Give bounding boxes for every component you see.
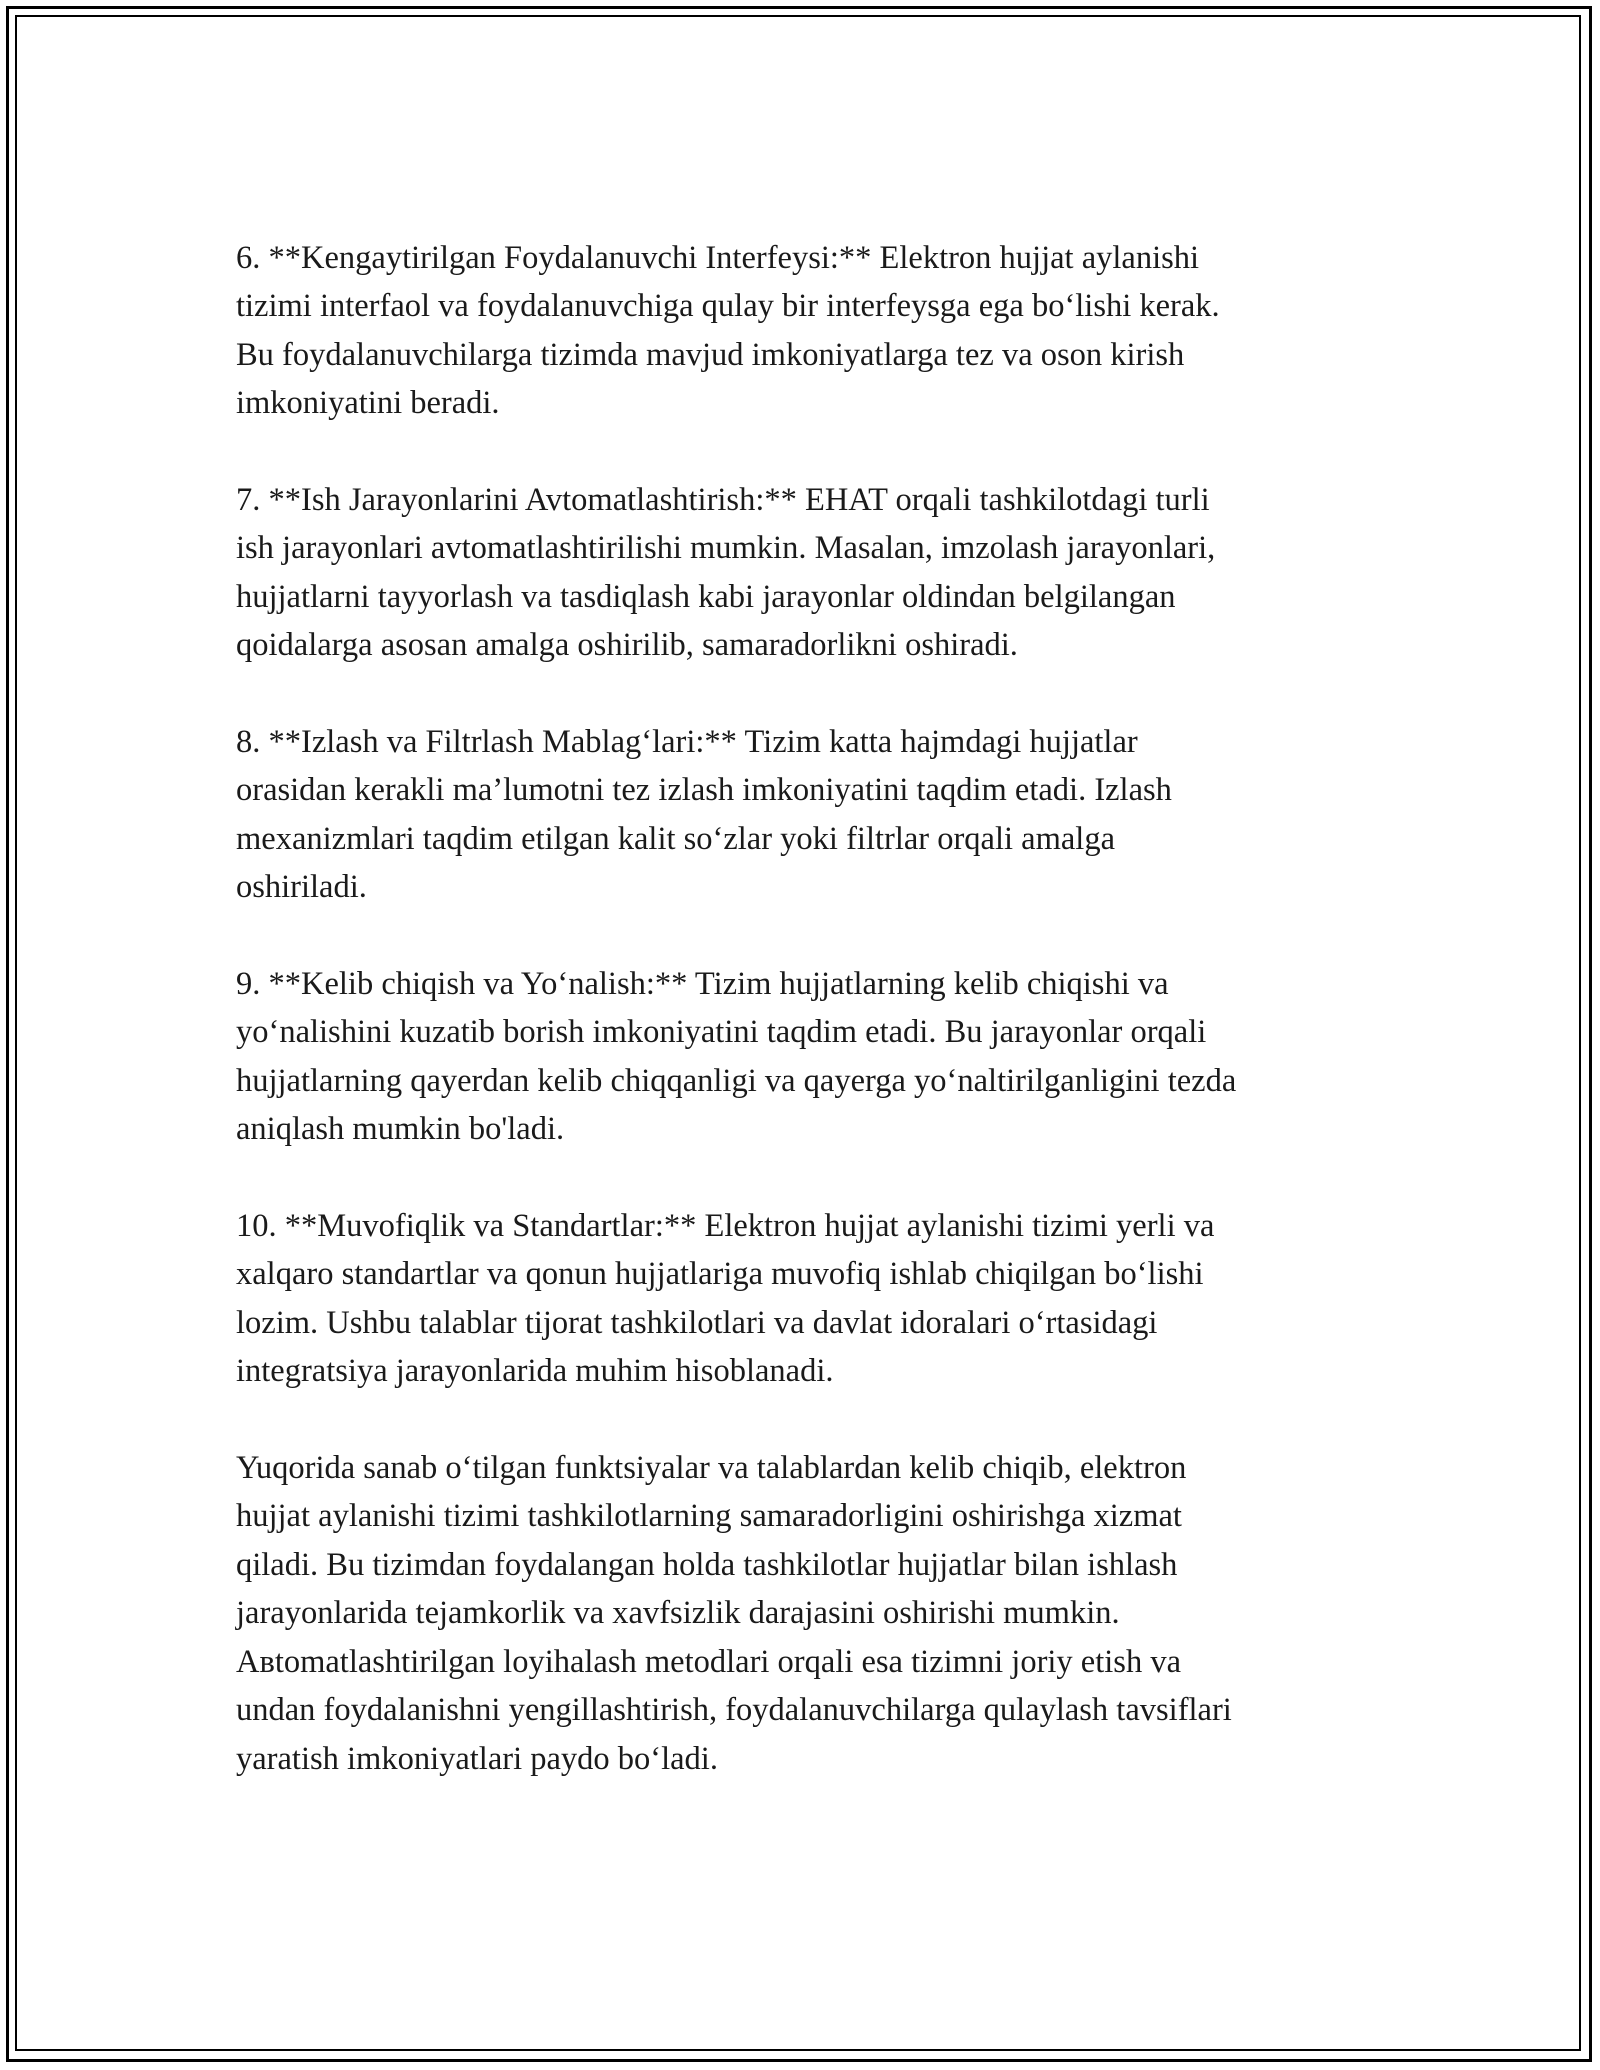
paragraph-item-8: 8. **Izlash va Filtrlash Mablag‘lari:** Tizim katta hajmdagi hujjatlar orasidan kerakli ma’lumotni tez izlash imkoniyatini taqdim etadi. Izlash mexanizmlari taqdim etilgan kalit so‘zlar yoki filtrlar orqali amalga oshiriladi.	[236, 724, 1172, 906]
paragraph-conclusion: Yuqorida sanab o‘tilgan funktsiyalar va talablardan kelib chiqib, elektron hujjat aylanishi tizimi tashkilotlarning samaradorligini oshirishga xizmat qiladi. Bu tizimdan foydalangan holda tashkilotlar hujjatlar bilan ishlash jarayonlarida tejamkorlik va xavfsizlik darajasini oshirishi mumkin. Aвtomatlashtirilgan loyihalash metodlari orqali esa tizimni joriy etish va undan foydalanishni yengillashtirish, foydalanuvchilarga qulaylash tavsiflari yaratish imkoniyatlari paydo bo‘ladi.	[236, 1450, 1232, 1777]
paragraph-item-10: 10. **Muvofiqlik va Standartlar:** Elektron hujjat aylanishi tizimi yerli va xalqaro standartlar va qonun hujjatlariga muvofiq ishlab chiqilgan bo‘lishi lozim. Ushbu talablar tijorat tashkilotlari va davlat idoralari o‘rtasidagi integratsiya jarayonlarida muhim hisoblanadi.	[236, 1208, 1215, 1390]
paragraph-item-7: 7. **Ish Jarayonlarini Avtomatlashtirish:** EHAT orqali tashkilotdagi turli ish jarayonlari avtomatlashtirilishi mumkin. Masalan, imzolash jarayonlari, hujjatlarni tayyorlash va tasdiqlash kabi jarayonlar oldindan belgilangan qoidalarga asosan amalga oshirilib, samaradorlikni oshiradi.	[236, 482, 1216, 664]
paragraph-item-6: 6. **Kengaytirilgan Foydalanuvchi Interfeysi:** Elektron hujjat aylanishi tizimi interfaol va foydalanuvchiga qulay bir interfeysga ega bo‘lishi kerak. Bu foydalanuvchilarga tizimda mavjud imkoniyatlarga tez va oson kirish imkoniyatini beradi.	[236, 240, 1220, 422]
paragraph-item-9: 9. **Kelib chiqish va Yo‘nalish:** Tizim hujjatlarning kelib chiqishi va yo‘nalishini kuzatib borish imkoniyatini taqdim etadi. Bu jarayonlar orqali hujjatlarning qayerdan kelib chiqqanligi va qayerga yo‘naltirilganligini tezda aniqlash mumkin bo'ladi.	[236, 966, 1237, 1148]
document-body	[236, 234, 1376, 1783]
